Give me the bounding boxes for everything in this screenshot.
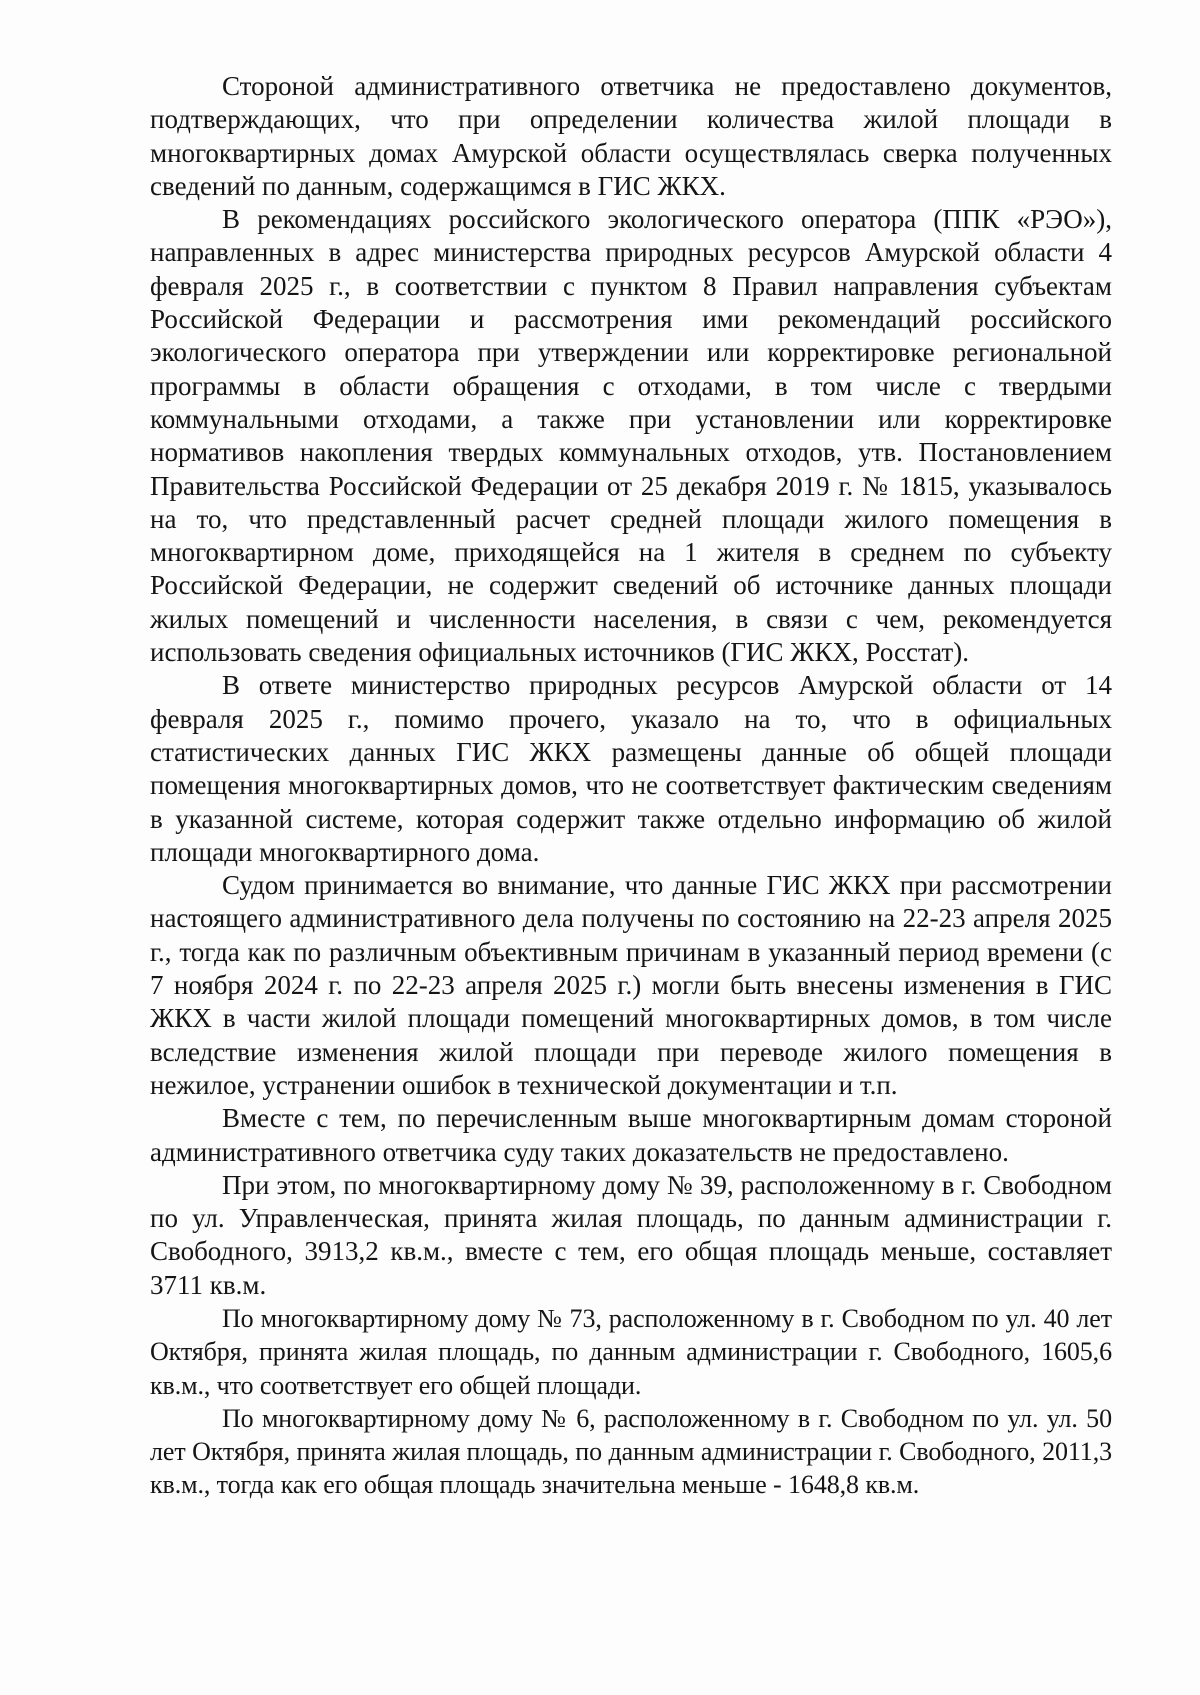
paragraph-court-notes: Судом принимается во внимание, что данные ГИС ЖКХ при рассмотрении настоящего административного дела получены по состоянию на 22-23 апреля 2025 г., тогда как по различным объективным причинам в указанный период времени (с 7 ноября 2024 г. по 22-23 апреля 2025 г.) могли быть внесены изменения в ГИС ЖКХ в части жилой площади помещений многоквартирных домов, в том числе вследствие изменения жилой площади при переводе жилого помещения в нежилое, устранении ошибок в технической документации и т.п. (150, 870, 1112, 1100)
paragraph-house-6: По многоквартирному дому № 6, расположенному в г. Свободном по ул. ул. 50 лет Октября, принята жилая площадь, по данным администрации г. Свободного, 2011,3 кв.м., тогда как его общая площадь значительна меньше - 1648,8 кв.м. (150, 1403, 1112, 1500)
paragraph-house-73: По многоквартирному дому № 73, расположенному в г. Свободном по ул. 40 лет Октября, принята жилая площадь, по данным администрации г. Свободного, 1605,6 кв.м., что соответствует его общей площади. (150, 1303, 1112, 1400)
paragraph-no-evidence: Вместе с тем, по перечисленным выше многоквартирным домам стороной административного ответчика суду таких доказательств не предоставлено. (150, 1103, 1112, 1167)
document-body (150, 70, 1112, 1502)
paragraph-ministry-response: В ответе министерство природных ресурсов Амурской области от 14 февраля 2025 г., помимо прочего, указало на то, что в официальных статистических данных ГИС ЖКХ размещены данные об общей площади помещения многоквартирных домов, что не соответствует фактическим сведениям в указанной системе, которая содержит также отдельно информацию об жилой площади многоквартирного дома. (150, 670, 1112, 867)
paragraph-house-39: При этом, по многоквартирному дому № 39, расположенному в г. Свободном по ул. Управленческая, принята жилая площадь, по данным администрации г. Свободного, 3913,2 кв.м., вместе с тем, его общая площадь меньше, составляет 3711 кв.м. (150, 1169, 1112, 1300)
paragraph-no-documents: Стороной административного ответчика не предоставлено документов, подтверждающих, что при определении количества жилой площади в многоквартирных домах Амурской области осуществлялась сверка полученных сведений по данным, содержащимся в ГИС ЖКХ. (150, 71, 1112, 201)
paragraph-reo-recommendations: В рекомендациях российского экологического оператора (ППК «РЭО»), направленных в адрес министерства природных ресурсов Амурской области 4 февраля 2025 г., в соответствии с пунктом 8 Правил направления субъектам Российской Федерации и рассмотрения ими рекомендаций российского экологического оператора при утверждении или корректировке региональной программы в области обращения с отходами, в том числе с твердыми коммунальными отходами, а также при установлении или корректировке нормативов накопления твердых коммунальных отходов, утв. Постановлением Правительства Российской Федерации от 25 декабря 2019 г. № 1815, указывалось на то, что представленный расчет средней площади жилого помещения в многоквартирном доме, приходящейся на 1 жителя в среднем по субъекту Российской Федерации, не содержит сведений об источнике данных площади жилых помещений и численности населения, в связи с чем, рекомендуется использовать сведения официальных источников (ГИС ЖКХ, Росстат). (150, 204, 1112, 668)
